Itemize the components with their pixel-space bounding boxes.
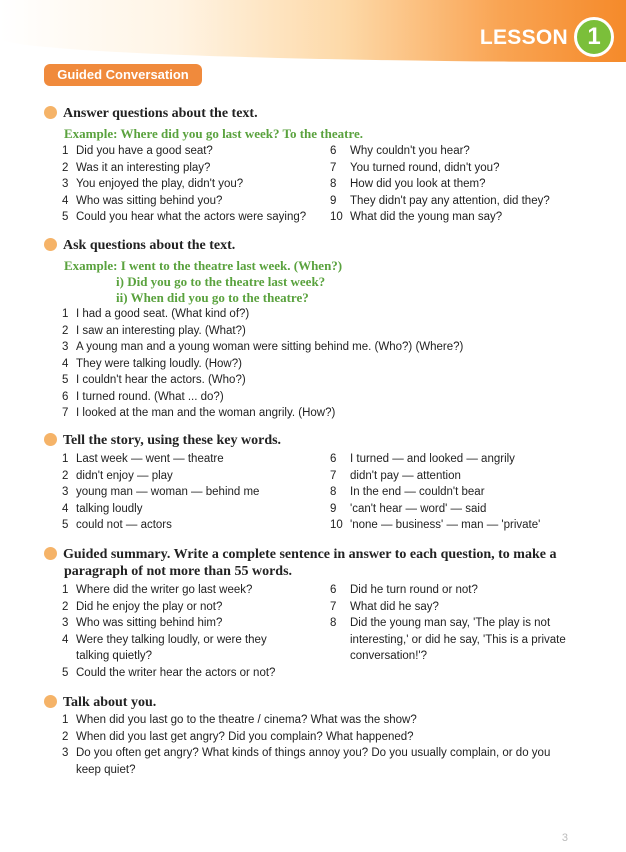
list-item	[330, 584, 478, 596]
list-item	[62, 650, 152, 662]
number-bullet-icon	[44, 106, 57, 119]
item-number: 7	[330, 161, 337, 174]
item-text: Who was sitting behind him?	[76, 617, 223, 629]
number-bullet-icon	[44, 695, 57, 708]
list-item	[62, 634, 267, 646]
item-text: Did he enjoy the play or not?	[76, 600, 223, 613]
item-text: Did he turn round or not?	[350, 584, 478, 596]
item-number: 8	[330, 617, 337, 629]
section-4-heading: Guided summary. Write a complete sentence in answer to each question, to make a	[44, 547, 556, 563]
item-text: They didn't pay any attention, did they?	[350, 194, 550, 207]
list-item	[62, 601, 222, 613]
item-text: I saw an interesting play. (What?)	[76, 324, 246, 337]
list-item	[330, 470, 461, 482]
item-number: 4	[62, 633, 69, 646]
list-item	[330, 453, 515, 465]
item-text: I turned — and looked — angrily	[350, 453, 515, 465]
list-item	[62, 584, 252, 596]
item-text: What did he say?	[350, 600, 439, 613]
item-number: 1	[62, 145, 69, 157]
item-number: 9	[330, 502, 337, 515]
item-text: interesting,' or did he say, 'This is a private	[350, 633, 566, 646]
item-text: 'can't hear — word' — said	[350, 502, 487, 515]
section-tag: Guided Conversation	[44, 64, 202, 86]
item-text: I turned round. (What ... do?)	[76, 390, 224, 403]
item-number: 2	[62, 324, 69, 337]
section-4-heading-line2: paragraph of not more than 55 words.	[64, 564, 293, 579]
item-text: Did you have a good seat?	[76, 145, 213, 157]
item-number: 3	[62, 617, 69, 629]
list-item	[62, 358, 242, 370]
list-item	[62, 617, 222, 629]
item-number: 9	[330, 194, 337, 207]
item-number: 3	[62, 747, 69, 759]
list-item	[62, 178, 243, 190]
list-item	[330, 195, 550, 207]
item-text: Could you hear what the actors were saying?	[76, 211, 307, 223]
item-number: 6	[62, 390, 69, 403]
item-text: You turned round, didn't you?	[350, 161, 500, 174]
item-text: young man — woman — behind me	[76, 486, 260, 498]
list-item	[330, 634, 566, 646]
item-number: 5	[62, 519, 69, 531]
item-text: Why couldn't you hear?	[350, 145, 470, 157]
list-item	[330, 486, 485, 498]
item-number: 2	[62, 469, 69, 482]
item-number: 6	[330, 584, 337, 596]
lesson-label: LESSON	[479, 26, 568, 49]
item-text: Where did the writer go last week?	[76, 584, 253, 596]
list-item	[62, 764, 135, 776]
item-number: 10	[330, 211, 343, 223]
item-text: Did the young man say, 'The play is not	[350, 617, 551, 629]
list-item	[62, 325, 246, 337]
item-number: 5	[62, 211, 69, 223]
section-1-heading: Answer questions about the text.	[44, 106, 258, 122]
item-text: conversation!'?	[350, 650, 427, 662]
item-number: 2	[62, 730, 69, 743]
list-item	[62, 211, 306, 223]
item-text: Were they talking loudly, or were they	[76, 633, 267, 646]
list-item	[330, 162, 499, 174]
section-2-example-ii: ii) When did you go to the theatre?	[116, 290, 309, 305]
item-number: 7	[62, 407, 69, 419]
item-text: I couldn't hear the actors. (Who?)	[76, 374, 246, 386]
section-3-heading: Tell the story, using these key words.	[44, 433, 281, 449]
item-text: When did you last go to the theatre / cinema? What was the show?	[76, 714, 417, 726]
list-item	[330, 650, 427, 662]
item-text: When did you last get angry? Did you complain? What happened?	[76, 730, 414, 743]
item-text: could not — actors	[76, 519, 172, 531]
list-item	[62, 391, 224, 403]
list-item	[62, 503, 142, 515]
item-text: Do you often get angry? What kinds of things annoy you? Do you usually complain, or do you	[76, 747, 551, 759]
item-number: 2	[62, 161, 69, 174]
item-number: 8	[330, 178, 337, 190]
list-item	[330, 145, 470, 157]
item-text: How did you look at them?	[350, 178, 486, 190]
item-number: 10	[330, 519, 343, 531]
item-number: 3	[62, 178, 69, 190]
item-text: Who was sitting behind you?	[76, 194, 223, 207]
item-text: Last week — went — theatre	[76, 453, 224, 465]
item-text: 'none — business' — man — 'private'	[350, 519, 541, 531]
list-item	[62, 470, 173, 482]
item-text: I looked at the man and the woman angrily. (How?)	[76, 407, 336, 419]
list-item	[330, 503, 486, 515]
item-text: didn't enjoy — play	[76, 469, 173, 482]
list-item	[62, 195, 222, 207]
item-number: 1	[62, 584, 69, 596]
item-number: 3	[62, 341, 69, 353]
item-text: keep quiet?	[76, 763, 136, 776]
item-number: 4	[62, 194, 69, 207]
item-number: 6	[330, 453, 337, 465]
item-number: 2	[62, 600, 69, 613]
item-text: talking loudly	[76, 502, 143, 515]
list-item	[330, 601, 439, 613]
list-item	[330, 211, 502, 223]
number-bullet-icon	[44, 547, 57, 560]
item-number: 7	[330, 600, 337, 613]
item-number: 3	[62, 486, 69, 498]
list-item	[62, 145, 213, 157]
section-2-example-i: i) Did you go to the theatre last week?	[116, 274, 326, 289]
section-2-example: Example: I went to the theatre last week. (When?)	[64, 258, 343, 273]
item-number: 4	[62, 502, 69, 515]
item-number: 7	[330, 469, 337, 482]
list-item	[62, 374, 246, 386]
item-text: What did the young man say?	[350, 211, 503, 223]
item-number: 5	[62, 666, 69, 679]
section-5-heading: Talk about you.	[44, 695, 156, 711]
item-text: Was it an interesting play?	[76, 161, 211, 174]
item-number: 1	[62, 453, 69, 465]
section-2-heading: Ask questions about the text.	[44, 238, 235, 254]
list-item	[62, 747, 550, 759]
item-number: 5	[62, 374, 69, 386]
list-item	[62, 453, 224, 465]
list-item	[62, 486, 259, 498]
item-number: 1	[62, 714, 69, 726]
item-text: They were talking loudly. (How?)	[76, 357, 242, 370]
item-number: 1	[62, 308, 69, 320]
list-item	[62, 714, 417, 726]
page-number: 3	[561, 832, 568, 844]
list-item	[62, 667, 275, 679]
list-item	[330, 617, 550, 629]
list-item	[330, 178, 486, 190]
number-bullet-icon	[44, 238, 57, 251]
section-1-example: Example: Where did you go last week? To the theatre.	[64, 126, 364, 141]
number-bullet-icon	[44, 433, 57, 446]
list-item	[330, 519, 540, 531]
item-text: You enjoyed the play, didn't you?	[76, 178, 244, 190]
item-number: 8	[330, 486, 337, 498]
item-text: In the end — couldn't bear	[350, 486, 485, 498]
item-text: didn't pay — attention	[350, 469, 461, 482]
item-number: 4	[62, 357, 69, 370]
item-text: Could the writer hear the actors or not?	[76, 666, 276, 679]
list-item	[62, 731, 414, 743]
list-item	[62, 519, 172, 531]
item-text: talking quietly?	[76, 650, 153, 662]
item-number: 6	[330, 145, 337, 157]
item-text: A young man and a young woman were sitting behind me. (Who?) (Where?)	[76, 341, 464, 353]
item-text: I had a good seat. (What kind of?)	[76, 308, 250, 320]
lesson-number-badge: 1	[574, 17, 614, 57]
list-item	[62, 308, 249, 320]
list-item	[62, 162, 210, 174]
list-item	[62, 341, 463, 353]
list-item	[62, 407, 335, 419]
